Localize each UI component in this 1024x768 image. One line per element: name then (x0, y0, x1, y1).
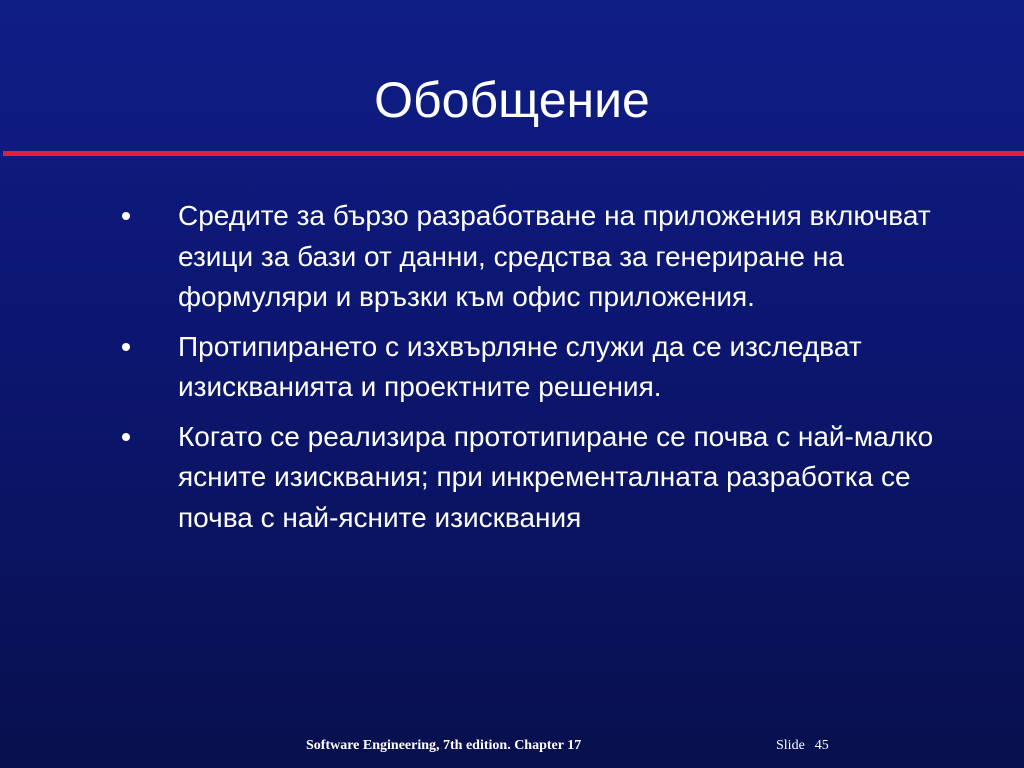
slide-number: 45 (814, 738, 829, 753)
bullet-dot-icon (122, 212, 130, 220)
bullet-item (120, 196, 960, 318)
slide-footer (0, 738, 1024, 760)
bullet-dot-icon (122, 343, 130, 351)
bullet-list (120, 196, 960, 547)
title-divider (3, 151, 1024, 156)
bullet-text: Протипирането с изхвърляне служи да се изследват изискванията и проектните решения. (178, 330, 862, 402)
slide-title: Обобщение (374, 72, 650, 128)
bullet-dot-icon (122, 433, 130, 441)
bullet-item (120, 417, 960, 539)
slide-label: Slide (776, 738, 805, 753)
bullet-text: Когато се реализира прототипиране се почва с най-малко ясните изисквания; при инкременталната разработка се почва с най-ясните изисквания (178, 420, 934, 533)
footer-source: Software Engineering, 7th edition. Chapter 17 (306, 738, 582, 753)
bullet-text: Средите за бързо разработване на приложения включват езици за бази от данни, средства за генериране на формуляри и връзки към офис приложения. (178, 200, 931, 312)
bullet-item (120, 327, 960, 408)
footer-slide-number (776, 738, 829, 754)
